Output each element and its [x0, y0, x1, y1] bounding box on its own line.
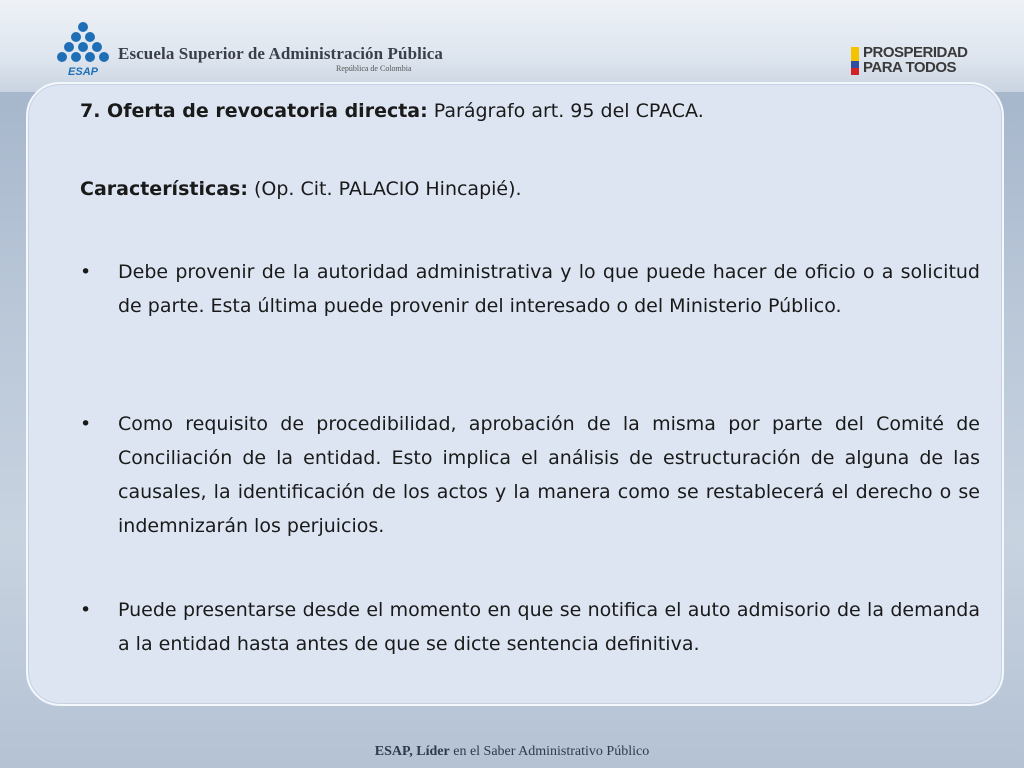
bullet-item — [80, 255, 980, 323]
heading-rest: Parágrafo art. 95 del CPACA. — [427, 100, 704, 122]
footer-bold: ESAP, Líder — [374, 744, 450, 759]
footer-rest: en el Saber Administrativo Público — [449, 744, 650, 759]
characteristics-heading — [80, 172, 522, 206]
partner-logo-line1: PROSPERIDAD — [863, 44, 968, 61]
bullet-text: Como requisito de procedibilidad, aprobación de la misma por parte del Comité de Conciliación de la entidad. Esto implica el análisis de estructuración de alguna de las causales, la identificación de los actos y la manera como se restablecerá el derecho o se indemnizarán los perjuicios. — [118, 413, 980, 537]
prosperidad-logo — [851, 45, 973, 77]
esap-logo-icon — [52, 20, 114, 78]
characteristics-rest: (Op. Cit. PALACIO Hincapié). — [247, 178, 522, 200]
partner-logo-line2: PARA TODOS — [863, 59, 957, 76]
colombia-flag-icon — [851, 47, 859, 75]
institution-subtitle: República de Colombia — [336, 64, 412, 73]
bullet-icon: • — [80, 261, 92, 283]
characteristics-bold: Características: — [80, 178, 248, 200]
heading-bold: 7. Oferta de revocatoria directa: — [80, 100, 428, 122]
esap-logo-text: ESAP — [68, 66, 98, 78]
bullet-item — [80, 407, 980, 543]
bullet-icon: • — [80, 599, 92, 621]
header-bar — [0, 0, 1024, 92]
institution-name: Escuela Superior de Administración Pública — [118, 44, 444, 63]
footer-tagline — [0, 744, 1024, 760]
bullet-icon: • — [80, 413, 92, 435]
bullet-text: Puede presentarse desde el momento en que se notifica el auto admisorio de la demanda a la entidad hasta antes de que se dicte sentencia definitiva. — [118, 599, 980, 655]
slide-heading — [80, 94, 704, 128]
bullet-item — [80, 593, 980, 661]
bullet-text: Debe provenir de la autoridad administrativa y lo que puede hacer de oficio o a solicitud de parte. Esta última puede provenir del interesado o del Ministerio Público. — [118, 261, 980, 317]
